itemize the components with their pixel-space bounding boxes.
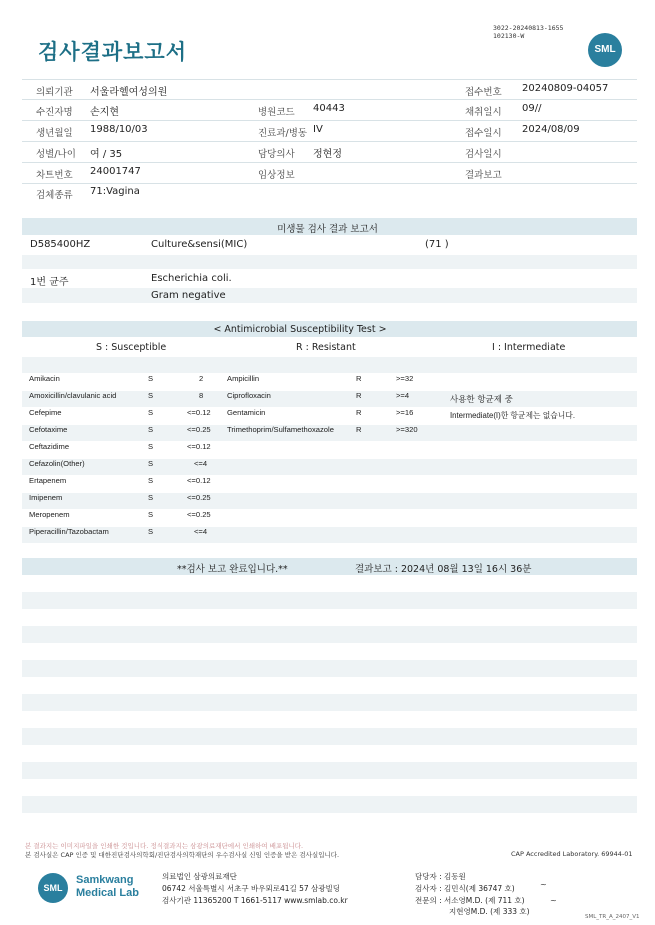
notice-image: 본 결과지는 이미지파일을 인쇄한 것입니다. 정식결과지는 삼광의료재단에서 인쇄하여 배포됩니다. xyxy=(25,842,304,850)
divider xyxy=(22,141,637,142)
ast-title: < Antimicrobial Susceptibility Test > xyxy=(213,324,387,335)
table-row xyxy=(29,527,229,544)
divider xyxy=(22,99,637,100)
gram-stain: Gram negative xyxy=(151,290,226,301)
staff-specialist-2: 지현영M.D. (제 333 호) xyxy=(449,907,530,916)
birth-label: 생년월일 xyxy=(36,128,73,139)
mic: 8 xyxy=(199,391,204,400)
test-name: Culture&sensi(MIC) xyxy=(151,239,248,250)
report-time: 결과보고 : 2024년 08월 13일 16시 36분 xyxy=(355,564,532,575)
intermediate-note-2: Intermediate(I)한 항균제는 없습니다. xyxy=(450,411,575,420)
intermediate-note-1: 사용한 항균제 중 xyxy=(450,395,513,405)
signature: ~ xyxy=(550,896,557,905)
organism-label: 1번 균주 xyxy=(30,277,69,288)
drug-name: Ciprofloxacin xyxy=(227,391,271,400)
receipt-no-label: 접수번호 xyxy=(465,87,502,98)
test-code: D585400HZ xyxy=(30,239,91,250)
result: R xyxy=(356,391,362,400)
mic: <=0.25 xyxy=(187,493,211,502)
stripe xyxy=(22,762,637,779)
sml-logo: SML xyxy=(588,33,622,67)
test-date-label: 검사일시 xyxy=(465,149,502,160)
sex-age-label: 성별/나이 xyxy=(36,149,76,160)
result: R xyxy=(356,425,362,434)
brand-name: Samkwang Medical Lab xyxy=(76,874,139,899)
drug-name: Ceftazidime xyxy=(29,442,70,451)
table-row xyxy=(29,425,229,442)
stripe xyxy=(22,592,637,609)
dept-value: IV xyxy=(313,124,323,135)
stripe xyxy=(22,357,637,373)
test-number: (71 ) xyxy=(425,239,449,250)
mic: <=0.25 xyxy=(187,510,211,519)
cap-accreditation: CAP Accredited Laboratory. 69944-01 xyxy=(511,850,633,858)
mic: >=320 xyxy=(396,425,418,434)
birth-value: 1988/10/03 xyxy=(90,124,148,135)
divider xyxy=(22,162,637,163)
chart-label: 차트번호 xyxy=(36,170,73,181)
table-row xyxy=(29,493,229,510)
table-row xyxy=(227,374,442,391)
stripe xyxy=(22,694,637,711)
ward-code-value: 40443 xyxy=(313,103,345,114)
divider xyxy=(22,183,637,184)
result-report-label: 결과보고 xyxy=(465,170,502,181)
stripe xyxy=(22,728,637,745)
table-row xyxy=(29,374,229,391)
collect-date-value: 09// xyxy=(522,103,542,114)
result: S xyxy=(148,442,154,451)
doctor-label: 담당의사 xyxy=(258,149,295,160)
chart-value: 24001747 xyxy=(90,166,141,177)
table-row xyxy=(227,391,442,408)
table-row xyxy=(29,391,229,408)
drug-name: Cefazolin(Other) xyxy=(29,459,85,468)
form-code: SML_TR_A_2407_V1 xyxy=(585,914,640,920)
notice-cap: 본 검사실은 CAP 인증 및 대한진단검사의학회/진단검사의학재단의 우수검사실 신임 인증을 받은 검사실입니다. xyxy=(25,851,340,859)
divider xyxy=(22,79,637,80)
organism-name: Escherichia coli. xyxy=(151,273,232,284)
legend-susceptible: S : Susceptible xyxy=(96,342,167,353)
legend-resistant: R : Resistant xyxy=(296,342,356,353)
drug-name: Meropenem xyxy=(29,510,70,519)
collect-date-label: 채취일시 xyxy=(465,107,502,118)
stripe xyxy=(22,660,637,677)
table-row xyxy=(29,459,229,476)
patient-value: 손지현 xyxy=(90,107,119,118)
receipt-date-label: 접수일시 xyxy=(465,128,502,139)
result: R xyxy=(356,374,362,383)
result: R xyxy=(356,408,362,417)
stripe xyxy=(22,626,637,643)
sex-age-value: 여 / 35 xyxy=(90,149,123,160)
section-title: 미생물 검사 결과 보고서 xyxy=(277,224,378,235)
drug-name: Imipenem xyxy=(29,493,63,502)
table-row xyxy=(227,425,442,442)
table-row xyxy=(29,408,229,425)
result: S xyxy=(148,476,154,485)
ast-left-table xyxy=(29,374,229,544)
dept-label: 진료과/병동 xyxy=(258,128,308,139)
mic: 2 xyxy=(199,374,204,383)
table-row xyxy=(227,408,442,425)
report-code: 3022-20240813-1655 102130-W xyxy=(493,24,564,40)
contact: 검사기관 11365200 T 1661-5117 www.smlab.co.kr xyxy=(162,896,348,905)
page-title: 검사결과보고서 xyxy=(38,40,188,64)
result: S xyxy=(148,459,154,468)
table-row xyxy=(29,476,229,493)
table-row xyxy=(29,510,229,527)
staff-tester: 검사자 : 김민식(제 36747 호) xyxy=(415,884,515,893)
mic: <=0.12 xyxy=(187,442,211,451)
result: S xyxy=(148,425,154,434)
drug-name: Cefotaxime xyxy=(29,425,68,434)
receipt-no-value: 20240809-04057 xyxy=(522,83,609,94)
drug-name: Trimethoprim/Sulfamethoxazole xyxy=(227,425,334,434)
mic: >=32 xyxy=(396,374,414,383)
address: 06742 서울특별시 서초구 바우뫼로41길 57 삼광빌딩 xyxy=(162,884,341,893)
mic: <=4 xyxy=(194,459,208,468)
clinical-label: 임상정보 xyxy=(258,170,295,181)
org-label: 의뢰기관 xyxy=(36,87,73,98)
signature: ~ xyxy=(540,880,547,889)
result: S xyxy=(148,493,154,502)
stripe xyxy=(22,796,637,813)
divider xyxy=(22,120,637,121)
completion-text: **검사 보고 완료입니다.** xyxy=(177,564,288,575)
receipt-date-value: 2024/08/09 xyxy=(522,124,580,135)
mic: >=16 xyxy=(396,408,414,417)
mic: <=4 xyxy=(194,527,208,536)
result: S xyxy=(148,527,154,536)
org-value: 서울라헬여성의원 xyxy=(90,87,168,98)
drug-name: Amoxicillin/clavulanic acid xyxy=(29,391,117,400)
stripe xyxy=(22,288,637,303)
doctor-value: 정현정 xyxy=(313,149,342,160)
drug-name: Ertapenem xyxy=(29,476,67,485)
completion-band xyxy=(22,558,637,575)
mic: <=0.12 xyxy=(187,476,211,485)
ast-mid-table xyxy=(227,374,442,442)
drug-name: Ampicillin xyxy=(227,374,260,383)
result: S xyxy=(148,510,154,519)
ward-code-label: 병원코드 xyxy=(258,107,295,118)
table-row xyxy=(29,442,229,459)
staff-specialist-1: 전문의 : 서소영M.D. (제 711 호) xyxy=(415,896,525,905)
mic: <=0.25 xyxy=(187,425,211,434)
drug-name: Amikacin xyxy=(29,374,60,383)
mic: >=4 xyxy=(396,391,410,400)
patient-label: 수진자명 xyxy=(36,107,73,118)
org-name: 의료법인 삼광의료재단 xyxy=(162,872,237,881)
stripe xyxy=(22,255,637,269)
result: S xyxy=(148,374,154,383)
result: S xyxy=(148,408,154,417)
specimen-value: 71:Vagina xyxy=(90,186,140,197)
specimen-label: 검체종류 xyxy=(36,190,73,201)
staff-manager: 담당자 : 김동원 xyxy=(415,872,466,881)
sml-logo: SML xyxy=(38,873,68,903)
mic: <=0.12 xyxy=(187,408,211,417)
drug-name: Gentamicin xyxy=(227,408,266,417)
drug-name: Piperacillin/Tazobactam xyxy=(29,527,109,536)
legend-intermediate: I : Intermediate xyxy=(492,342,566,353)
result: S xyxy=(148,391,154,400)
drug-name: Cefepime xyxy=(29,408,62,417)
